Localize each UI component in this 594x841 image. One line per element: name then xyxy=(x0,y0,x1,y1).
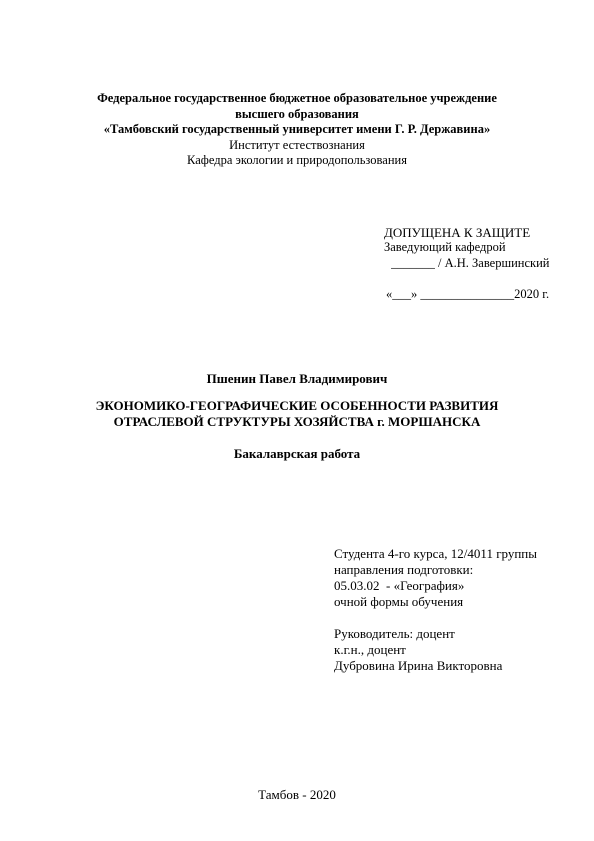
student-info-line-3: 05.03.02 - «География» xyxy=(334,578,465,593)
approval-title: ДОПУЩЕНА К ЗАЩИТЕ xyxy=(384,225,531,240)
author-name: Пшенин Павел Владимирович xyxy=(206,371,388,386)
approval-signature: _______ / А.Н. Завершинский xyxy=(388,256,550,270)
student-info-line-1: Студента 4-го курса, 12/4011 группы xyxy=(334,546,537,561)
supervisor-line-1: Руководитель: доцент xyxy=(334,626,455,641)
footer-city-year: Тамбов - 2020 xyxy=(258,787,336,802)
student-info-line-2: направления подготовки: xyxy=(334,562,474,577)
header-line-4: Институт естествознания xyxy=(229,138,365,152)
supervisor-line-3: Дубровина Ирина Викторовна xyxy=(334,658,503,673)
header-line-3: «Тамбовский государственный университет имени Г. Р. Державина» xyxy=(103,122,491,136)
work-type: Бакалаврская работа xyxy=(233,446,361,461)
header-line-5: Кафедра экологии и природопользования xyxy=(187,153,407,167)
supervisor-line-2: к.г.н., доцент xyxy=(334,642,406,657)
thesis-title-line-2: ОТРАСЛЕВОЙ СТРУКТУРЫ ХОЗЯЙСТВА г. МОРШАНСКА xyxy=(113,414,481,429)
thesis-title-line-1: ЭКОНОМИКО-ГЕОГРАФИЧЕСКИЕ ОСОБЕННОСТИ РАЗВИТИЯ xyxy=(95,398,499,413)
header-line-2: высшего образования xyxy=(235,107,359,121)
student-info-line-4: очной формы обучения xyxy=(334,594,464,609)
header-line-1: Федеральное государственное бюджетное образовательное учреждение xyxy=(97,91,497,105)
approval-role: Заведующий кафедрой xyxy=(384,240,506,254)
approval-date: «___» _______________2020 г. xyxy=(386,287,550,301)
